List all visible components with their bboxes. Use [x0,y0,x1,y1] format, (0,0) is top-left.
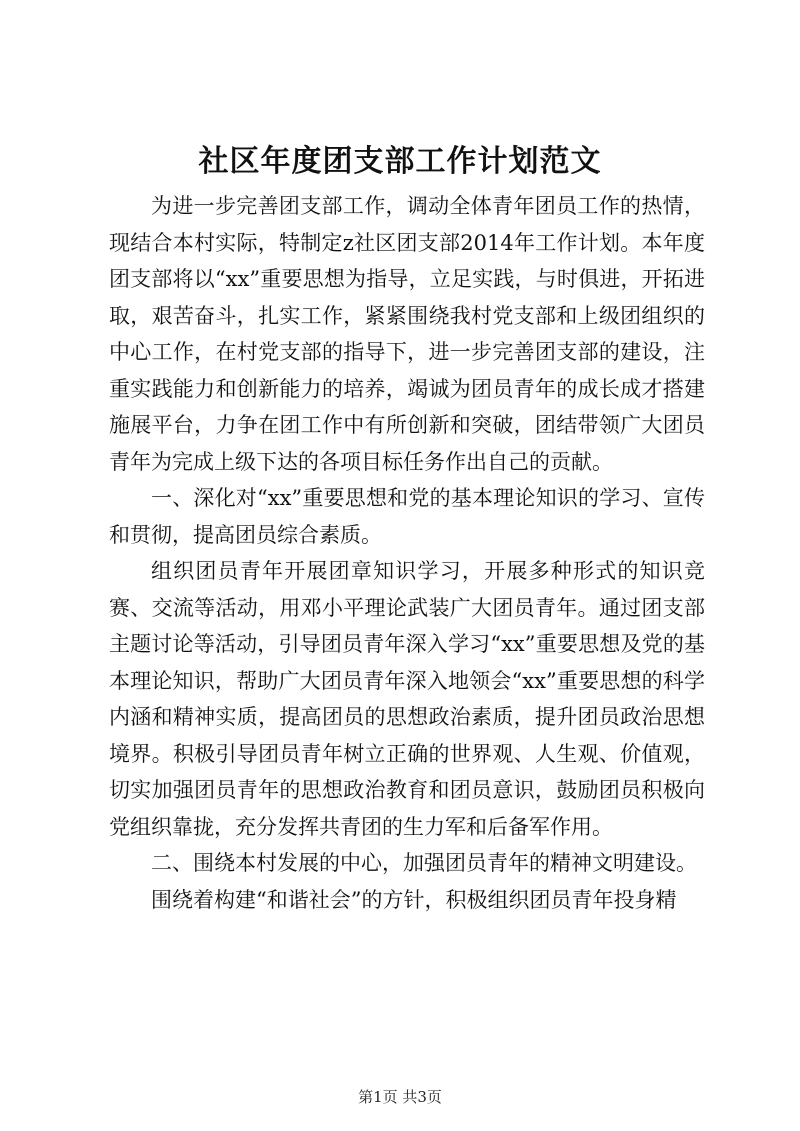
paragraph-section-2: 围绕着构建“和谐社会”的方针，积极组织团员青年投身精 [151,887,677,912]
document-body [109,188,705,918]
paragraph-section-1: 组织团员青年开展团章知识学习，开展多种形式的知识竞赛、交流等活动，用邓小平理论武装广大团员青年。通过团支部主题讨论等活动，引导团员青年深入学习“xx”重要思想及党的基本理论知识，帮助广大团员青年深入地领会“xx”重要思想的科学内涵和精神实质，提高团员的思想政治素质，提升团员政治思想境界。积极引导团员青年树立正确的世界观、人生观、价值观，切实加强团员青年的思想政治教育和团员意识，鼓励团员积极向党组织靠拢，充分发挥共青团的生力军和后备军作用。 [109,559,705,839]
paragraph-intro: 为进一步完善团支部工作，调动全体青年团员工作的热情，现结合本村实际，特制定z社区团支部2014年工作计划。本年度团支部将以“xx”重要思想为指导，立足实践，与时俱进，开拓进取，艰苦奋斗，扎实工作，紧紧围绕我村党支部和上级团组织的中心工作，在村党支部的指导下，进一步完善团支部的建设，注重实践能力和创新能力的培养，竭诚为团员青年的成长成才搭建施展平台，力争在团工作中有所创新和突破，团结带领广大团员青年为完成上级下达的各项目标任务作出自己的贡献。 [109,194,705,474]
section-heading-1: 一、深化对“xx”重要思想和党的基本理论知识的学习、宣传和贯彻，提高团员综合素质。 [109,486,705,547]
document-title: 社区年度团支部工作计划范文 [198,144,602,179]
page-number: 第1页 共3页 [358,1088,442,1106]
section-heading-2: 二、围绕本村发展的中心，加强团员青年的精神文明建设。 [151,851,697,875]
